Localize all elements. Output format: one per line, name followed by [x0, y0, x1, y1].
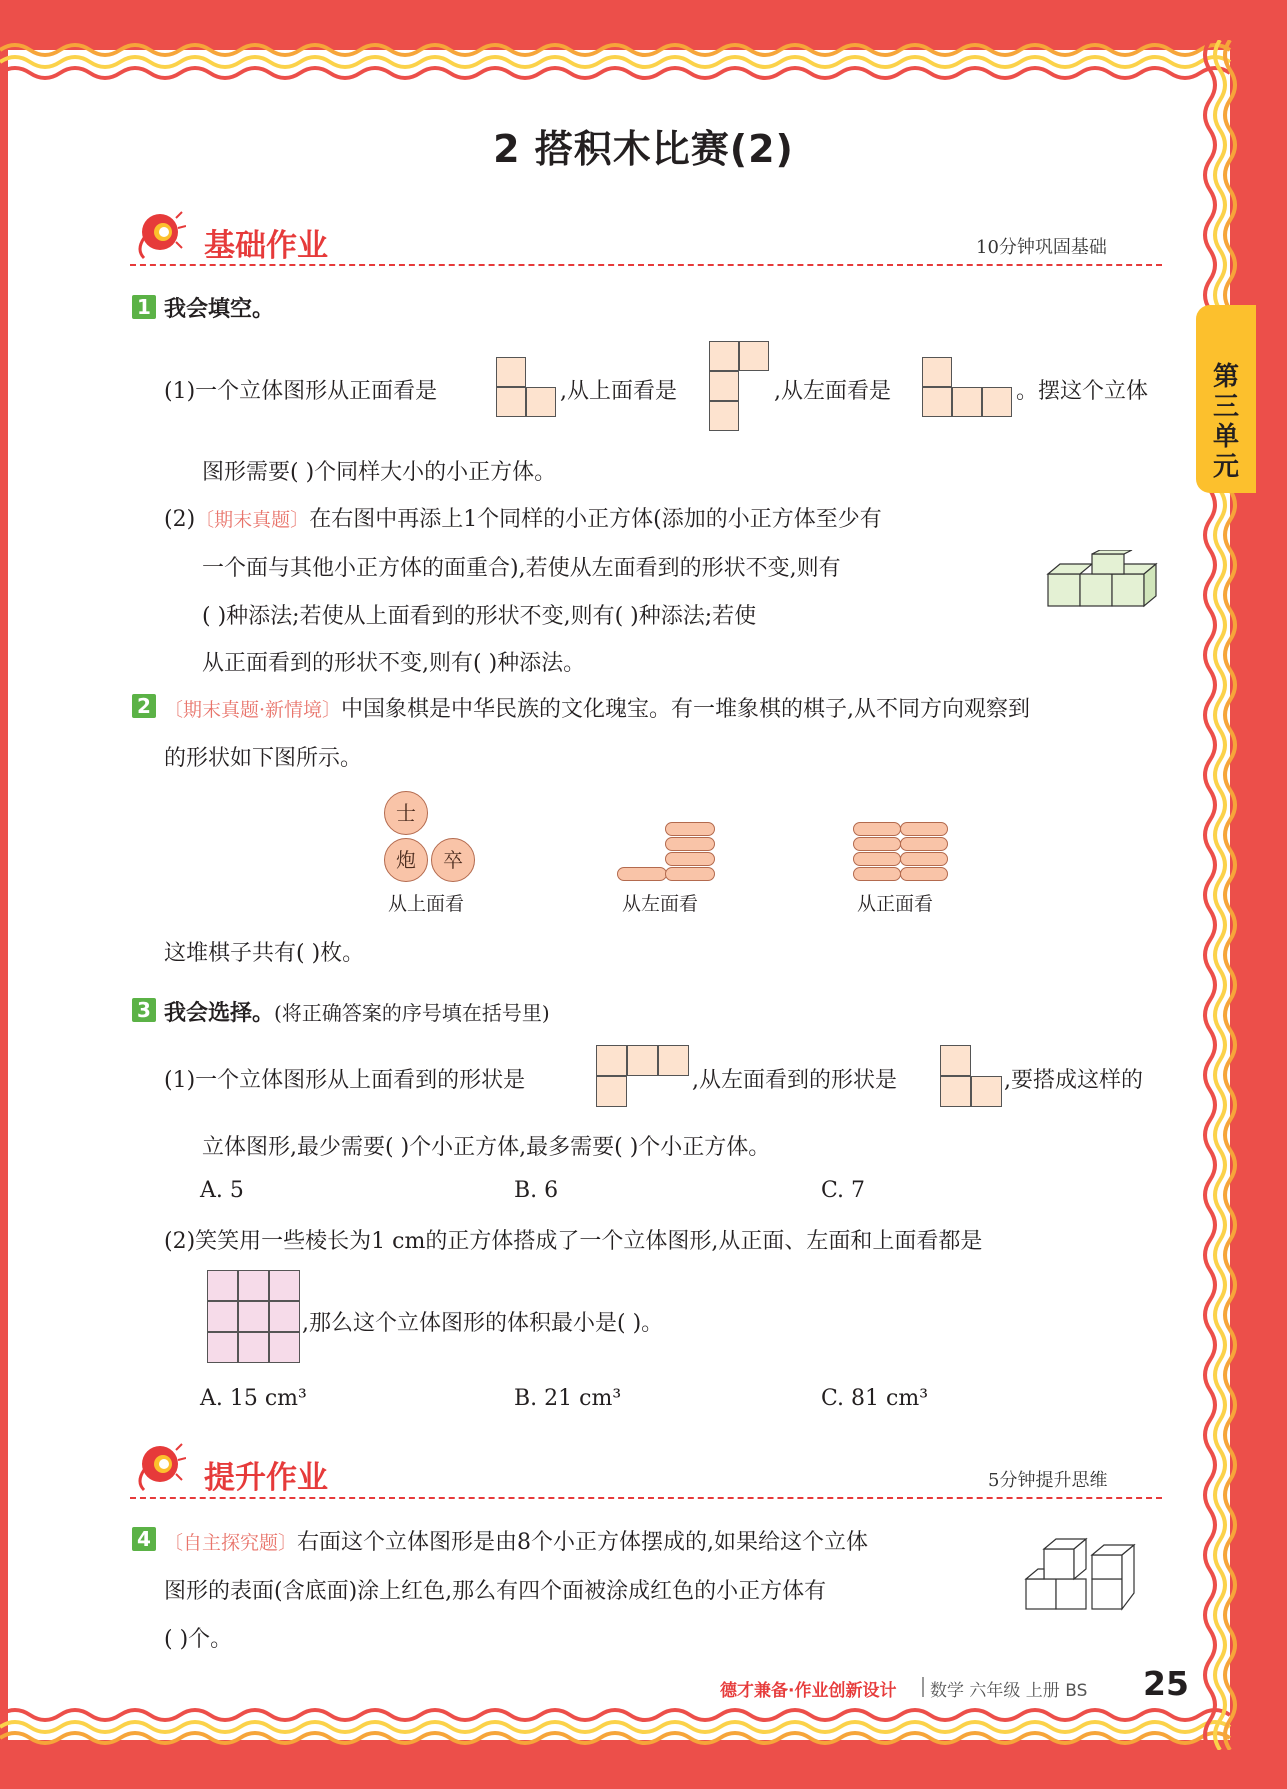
option-a[interactable]: A. 15 cm³	[200, 1386, 307, 1411]
question-number: 2	[132, 694, 156, 718]
section-subtitle-advanced: 5分钟提升思维	[988, 1470, 1108, 1491]
section-title-basic: 基础作业	[204, 228, 328, 264]
section-title-advanced: 提升作业	[204, 1460, 328, 1496]
chip	[665, 837, 715, 851]
grid-cell	[952, 387, 982, 417]
q4-line3: ( )个。	[164, 1627, 233, 1652]
option-c[interactable]: C. 7	[821, 1178, 866, 1203]
q1-part1-text-b: ,从上面看是	[560, 379, 677, 404]
cube-structure-figure	[1040, 550, 1158, 616]
unit-side-tab-label: 第三单元	[1212, 362, 1239, 482]
grid-cell	[496, 357, 526, 387]
chess-piece: 士	[384, 791, 428, 835]
question-heading: 我会选择。	[164, 1001, 275, 1026]
chip	[617, 867, 667, 881]
grid-cell	[940, 1045, 971, 1076]
question-tag: 〔期末真题·新情境〕	[164, 699, 342, 721]
grid-cell	[596, 1045, 627, 1076]
q2-line1	[164, 692, 1030, 723]
q3-heading-line	[164, 996, 550, 1027]
question-tag: 〔自主探究题〕	[164, 1532, 298, 1554]
option-c[interactable]: C. 81 cm³	[821, 1386, 929, 1411]
footer-book-info: 数学 六年级 上册 BS	[930, 1681, 1088, 1701]
eight-cube-figure	[1022, 1535, 1150, 1619]
grid-cell	[269, 1301, 300, 1332]
q1-part2-line4: 从正面看到的形状不变,则有( )种添法。	[202, 651, 586, 676]
grid-cell	[627, 1045, 658, 1076]
part-label: (2)	[164, 507, 196, 532]
q1-part2-line1	[164, 502, 882, 533]
chip	[900, 837, 948, 851]
grid-cell	[238, 1332, 269, 1363]
option-a[interactable]: A. 5	[200, 1178, 244, 1203]
chip	[853, 867, 901, 881]
grid-cell	[709, 401, 739, 431]
chip	[853, 852, 901, 866]
right-wavy-border	[1200, 40, 1240, 1750]
q1-part1-text-a: (1)一个立体图形从正面看是	[164, 379, 438, 404]
grid-cell	[922, 357, 952, 387]
page-number: 25	[1143, 1664, 1189, 1703]
section-divider	[130, 264, 1162, 266]
chip	[900, 822, 948, 836]
grid-cell	[709, 341, 739, 371]
grid-cell	[207, 1332, 238, 1363]
question-number: 3	[132, 998, 156, 1022]
q3-part2-line1: (2)笑笑用一些棱长为1 cm的正方体搭成了一个立体图形,从正面、左面和上面看都是	[164, 1229, 983, 1254]
bottom-wavy-border	[0, 1705, 1287, 1749]
grid-cell	[971, 1076, 1002, 1107]
question-heading: 我会填空。	[164, 297, 275, 322]
text: 右面这个立体图形是由8个小正方体摆成的,如果给这个立体	[297, 1530, 869, 1555]
caption-top-view: 从上面看	[388, 893, 465, 915]
q1-part2-line3: ( )种添法;若使从上面看到的形状不变,则有( )种添法;若使	[202, 604, 757, 629]
q4-line1	[164, 1525, 868, 1556]
q1-part1-line2: 图形需要( )个同样大小的小正方体。	[202, 460, 557, 485]
q4-line2: 图形的表面(含底面)涂上红色,那么有四个面被涂成红色的小正方体有	[164, 1579, 827, 1604]
chip	[665, 822, 715, 836]
question-number: 1	[132, 295, 156, 319]
chip	[900, 867, 948, 881]
grid-cell	[982, 387, 1012, 417]
grid-cell	[269, 1270, 300, 1301]
grid-cell	[269, 1332, 300, 1363]
chip	[665, 867, 715, 881]
q3-part1-line2: 立体图形,最少需要( )个小正方体,最多需要( )个小正方体。	[202, 1135, 771, 1160]
text: 在右图中再添上1个同样的小正方体(添加的小正方体至少有	[309, 507, 882, 532]
chip	[853, 837, 901, 851]
grid-cell	[526, 387, 556, 417]
chip	[900, 852, 948, 866]
footer-divider	[922, 1677, 924, 1697]
grid-cell	[207, 1270, 238, 1301]
page-title: 2 搭积木比赛(2)	[493, 127, 794, 171]
grid-cell	[238, 1301, 269, 1332]
grid-cell	[739, 341, 769, 371]
chip	[665, 852, 715, 866]
q2-line2: 的形状如下图所示。	[164, 746, 363, 771]
option-b[interactable]: B. 6	[514, 1178, 559, 1203]
q3-part1-text-c: ,要搭成这样的	[1004, 1068, 1143, 1093]
q3-part1-text-a: (1)一个立体图形从上面看到的形状是	[164, 1068, 526, 1093]
lamp-mascot-icon	[130, 1440, 186, 1496]
q3-part2-line2: ,那么这个立体图形的体积最小是( )。	[302, 1311, 664, 1336]
q1-part1-text-c: ,从左面看是	[774, 379, 891, 404]
grid-cell	[709, 371, 739, 401]
q1-part1-text-d: 。摆这个立体	[1016, 379, 1149, 404]
q3-part1-text-b: ,从左面看到的形状是	[692, 1068, 897, 1093]
grid-cell	[658, 1045, 689, 1076]
option-b[interactable]: B. 21 cm³	[514, 1386, 622, 1411]
lamp-mascot-icon	[130, 208, 186, 264]
question-note: (将正确答案的序号填在括号里)	[274, 1001, 550, 1025]
text: 中国象棋是中华民族的文化瑰宝。有一堆象棋的棋子,从不同方向观察到	[341, 697, 1031, 722]
chess-piece: 炮	[384, 838, 428, 882]
q2-answer-line: 这堆棋子共有( )枚。	[164, 941, 365, 966]
q1-part2-line2: 一个面与其他小正方体的面重合),若使从左面看到的形状不变,则有	[202, 556, 841, 581]
chip	[853, 822, 901, 836]
footer-brand: 德才兼备·作业创新设计	[720, 1681, 897, 1701]
grid-cell	[238, 1270, 269, 1301]
question-tag: 〔期末真题〕	[195, 509, 310, 531]
grid-cell	[596, 1076, 627, 1107]
section-subtitle-basic: 10分钟巩固基础	[976, 237, 1107, 258]
grid-cell	[940, 1076, 971, 1107]
caption-front-view: 从正面看	[857, 893, 934, 915]
caption-left-view: 从左面看	[622, 893, 699, 915]
question-number: 4	[132, 1527, 156, 1551]
section-divider	[130, 1497, 1162, 1499]
grid-cell	[496, 387, 526, 417]
chess-piece: 卒	[431, 838, 475, 882]
grid-cell	[207, 1301, 238, 1332]
top-wavy-border	[0, 40, 1287, 84]
grid-cell	[922, 387, 952, 417]
